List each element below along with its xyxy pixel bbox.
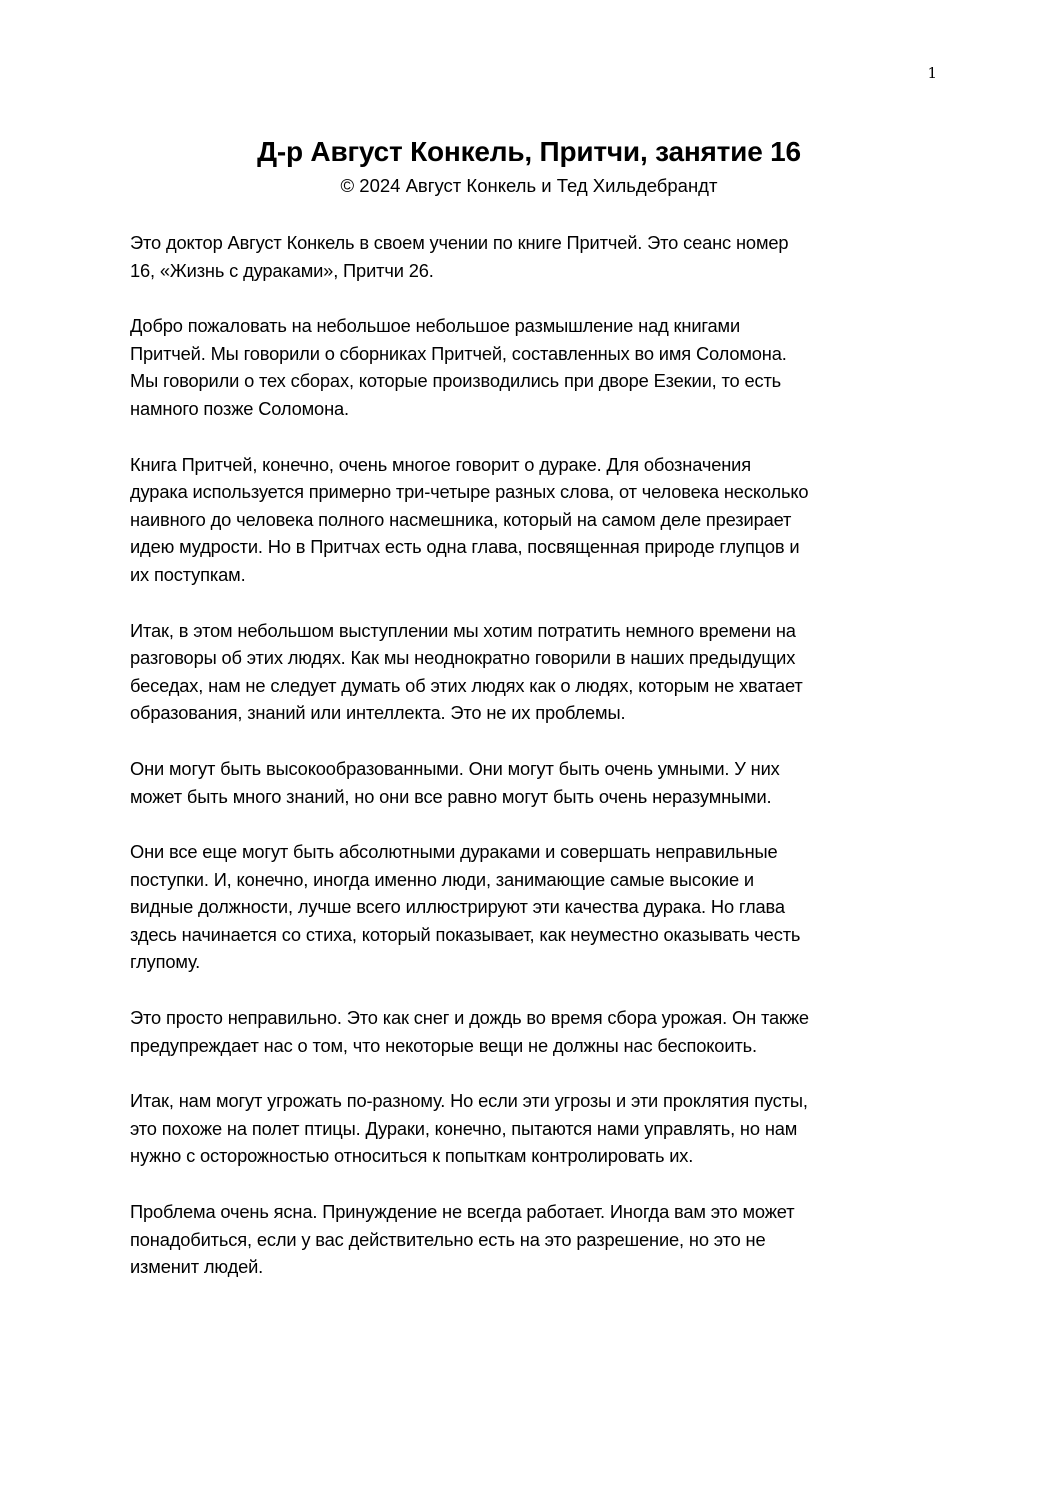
paragraph: [130, 617, 930, 727]
text-line: 16, «Жизнь с дураками», Притчи 26.: [130, 259, 434, 281]
text-line: дурака используется примерно три-четыре разных слова, от человека несколько: [130, 481, 809, 503]
text-line: Книга Притчей, конечно, очень многое говорит о дураке. Для обозначения: [130, 453, 751, 475]
text-line: понадобиться, если у вас действительно есть на это разрешение, но это не: [130, 1228, 766, 1250]
text-line: видные должности, лучше всего иллюстрируют эти качества дурака. Но глава: [130, 896, 785, 918]
text-line: беседах, нам не следует думать об этих людях как о людях, которым не хватает: [130, 674, 803, 696]
page-number: 1: [927, 64, 937, 82]
copyright-line: © 2024 Август Конкель и Тед Хильдебрандт: [340, 175, 718, 196]
text-line: нужно с осторожностью относиться к попыткам контролировать их.: [130, 1145, 694, 1167]
paragraph: [130, 755, 930, 810]
text-line: Это просто неправильно. Это как снег и дождь во время сбора урожая. Он также: [130, 1007, 809, 1029]
document-body: [130, 229, 930, 1309]
paragraph: [130, 1087, 930, 1170]
text-line: может быть много знаний, но они все равно могут быть очень неразумными.: [130, 785, 772, 807]
paragraph: [130, 312, 930, 422]
text-line: Это доктор Август Конкель в своем учении по книге Притчей. Это сеанс номер: [130, 232, 789, 253]
text-line: поступки. И, конечно, иногда именно люди, занимающие самые высокие и: [130, 868, 754, 890]
paragraph: [130, 1198, 930, 1281]
text-line: идею мудрости. Но в Притчах есть одна глава, посвященная природе глупцов и: [130, 536, 800, 558]
paragraph: [130, 451, 930, 589]
text-line: Добро пожаловать на небольшое небольшое размышление над книгами: [130, 315, 741, 337]
text-line: это похоже на полет птицы. Дураки, конечно, пытаются нами управлять, но нам: [130, 1117, 798, 1139]
text-line: предупреждает нас о том, что некоторые вещи не должны нас беспокоить.: [130, 1034, 757, 1056]
text-line: наивного до человека полного насмешника, который на самом деле презирает: [130, 508, 792, 530]
paragraph: [130, 1004, 930, 1059]
text-line: Итак, нам могут угрожать по-разному. Но если эти угрозы и эти проклятия пусты,: [130, 1090, 808, 1112]
text-line: Мы говорили о тех сборах, которые производились при дворе Езекии, то есть: [130, 370, 782, 392]
text-line: их поступкам.: [130, 563, 246, 585]
paragraph: [130, 838, 930, 976]
text-line: Они все еще могут быть абсолютными дураками и совершать неправильные: [130, 841, 778, 863]
text-line: глупому.: [130, 951, 201, 973]
text-line: разговоры об этих людях. Как мы неоднократно говорили в наших предыдущих: [130, 647, 796, 669]
text-line: Притчей. Мы говорили о сборниках Притчей, составленных во имя Соломона.: [130, 342, 787, 364]
paragraph: [130, 229, 930, 284]
text-line: изменит людей.: [130, 1256, 264, 1278]
text-line: намного позже Соломона.: [130, 397, 349, 419]
text-line: здесь начинается со стиха, который показывает, как неуместно оказывать честь: [130, 923, 801, 945]
text-line: образования, знаний или интеллекта. Это не их проблемы.: [130, 702, 626, 724]
document-title: Д-р Август Конкель, Притчи, занятие 16: [257, 136, 801, 167]
text-line: Проблема очень ясна. Принуждение не всегда работает. Иногда вам это может: [130, 1201, 795, 1223]
text-line: Итак, в этом небольшом выступлении мы хотим потратить немного времени на: [130, 619, 796, 641]
text-line: Они могут быть высокообразованными. Они могут быть очень умными. У них: [130, 757, 780, 779]
